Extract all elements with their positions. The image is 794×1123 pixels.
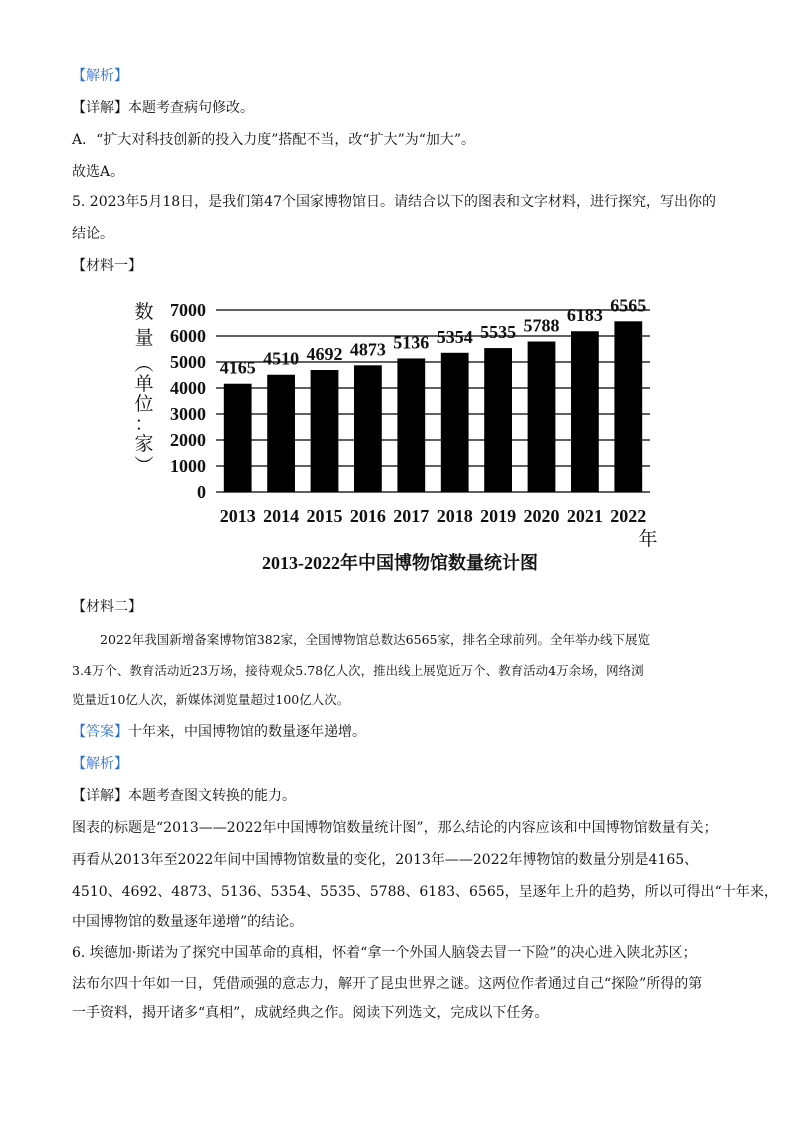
chart-title: 2013-2022年中国博物馆数量统计图: [262, 553, 538, 573]
bar-value-label: 5788: [523, 315, 560, 336]
y-label-char: ︵: [134, 354, 154, 375]
bar: [528, 342, 556, 492]
answer-tag: 【答案】: [72, 724, 128, 740]
x-tick-label: 2021: [566, 506, 603, 526]
choose-line: 故选A。: [72, 164, 125, 180]
jiexi-tag: 【解析】: [72, 68, 128, 84]
option-a-line: A．“扩大对科技创新的投入力度”搭配不当，改“扩大”为“加大”。: [72, 132, 476, 148]
material2-tag: 【材料二】: [72, 599, 142, 615]
bar-value-label: 4692: [306, 344, 343, 365]
y-tick-label: 3000: [170, 404, 206, 424]
x-tick-label: 2013: [219, 506, 256, 526]
detail-tag: 【详解】: [72, 788, 128, 804]
material2-line: 2022年我国新增备案博物馆382家，全国博物馆总数达6565家，排名全球前列。全年举办线下展览: [100, 632, 650, 647]
x-tick-label: 2017: [393, 506, 430, 526]
x-tick-label: 2020: [523, 506, 560, 526]
bar: [267, 375, 295, 492]
y-label-char: 位: [134, 394, 154, 415]
bar-value-label: 4165: [219, 357, 256, 378]
bar: [614, 321, 642, 492]
y-label-char: 家: [134, 434, 154, 455]
q5-stem-line1: 5. 2023年5月18日，是我们第47个国家博物馆日。请结合以下的图表和文字材料，进行探究，写出你的: [72, 194, 716, 210]
detail-tag: 【详解】: [72, 100, 128, 116]
bar: [397, 358, 425, 492]
detail-line: [72, 98, 254, 118]
answer-line: [72, 722, 366, 742]
material2-line: 3.4万个、教育活动近23万场，接待观众5.78亿人次，推出线上展览近万个、教育活动4万余场，网络浏: [72, 663, 644, 678]
explain-line: 中国博物馆的数量逐年递增”的结论。: [72, 914, 304, 930]
bar-value-label: 5354: [436, 326, 473, 347]
x-tick-label: 2019: [480, 506, 517, 526]
material1-tag: 【材料一】: [72, 258, 142, 274]
y-label-char: 数: [134, 302, 154, 323]
bar-value-label: 4510: [263, 348, 300, 369]
explain-line: 4510、4692、4873、5136、5354、5535、5788、6183、6565，呈逐年上升的趋势，所以可得出“十年来，: [72, 884, 778, 900]
y-label-char: ︶: [134, 456, 154, 477]
bar-value-label: 5535: [480, 322, 517, 343]
y-axis-label: [134, 301, 153, 477]
y-tick-label: 4000: [170, 378, 206, 398]
bar-value-label: 6183: [566, 305, 603, 326]
answer-text: 十年来，中国博物馆的数量逐年递增。: [128, 724, 366, 740]
y-tick-labels: [170, 300, 206, 502]
x-tick-label: 2018: [436, 506, 473, 526]
explain-line: 图表的标题是“2013——2022年中国博物馆数量统计图”，那么结论的内容应该和中国博物馆数量有关；: [72, 820, 718, 836]
y-tick-label: 6000: [170, 326, 206, 346]
q6-line: 法布尔四十年如一日，凭借顽强的意志力，解开了昆虫世界之谜。这两位作者通过自己“探险”所得的第: [72, 976, 703, 992]
jiexi-tag: 【解析】: [72, 756, 128, 772]
x-tick-labels: [220, 506, 647, 526]
y-label-char: 量: [134, 328, 154, 349]
bar-value-label: 5136: [393, 332, 430, 353]
explain-line: 再看从2013年至2022年间中国博物馆数量的变化，2013年——2022年博物馆的数量分别是4165、: [72, 852, 699, 868]
detail-line: [72, 786, 296, 806]
q6-line: 一手资料，揭开诸多“真相”，成就经典之作。阅读下列选文，完成以下任务。: [72, 1005, 549, 1021]
y-tick-label: 0: [197, 482, 206, 502]
q6-line: 6. 埃德加·斯诺为了探究中国革命的真相，怀着“拿一个外国人脑袋去冒一下险”的决心进入陕北苏区；: [72, 945, 697, 961]
bar: [441, 353, 469, 492]
y-tick-label: 7000: [170, 300, 206, 320]
y-tick-label: 2000: [170, 430, 206, 450]
x-tick-label: 2014: [263, 506, 300, 526]
y-tick-label: 1000: [170, 456, 206, 476]
bar: [484, 348, 512, 492]
bar: [354, 365, 382, 492]
material2-line: 览量近10亿人次，新媒体浏览量超过100亿人次。: [72, 692, 350, 707]
x-tick-label: 2022: [610, 506, 647, 526]
bar-value-label: 6565: [610, 295, 647, 316]
bar-value-label: 4873: [349, 339, 386, 360]
y-label-char: ：: [134, 414, 154, 435]
x-tick-label: 2016: [349, 506, 386, 526]
y-label-char: 单: [134, 374, 154, 395]
museum-count-bar-chart: [120, 288, 680, 578]
y-tick-label: 5000: [170, 352, 206, 372]
bar: [571, 331, 599, 492]
bar: [224, 384, 252, 492]
detail-text: 本题考查病句修改。: [128, 100, 254, 116]
q5-stem-line2: 结论。: [72, 226, 114, 242]
x-tick-label: 2015: [306, 506, 343, 526]
x-axis-label: 年: [638, 529, 658, 550]
detail-text: 本题考查图文转换的能力。: [128, 788, 296, 804]
bar: [311, 370, 339, 492]
